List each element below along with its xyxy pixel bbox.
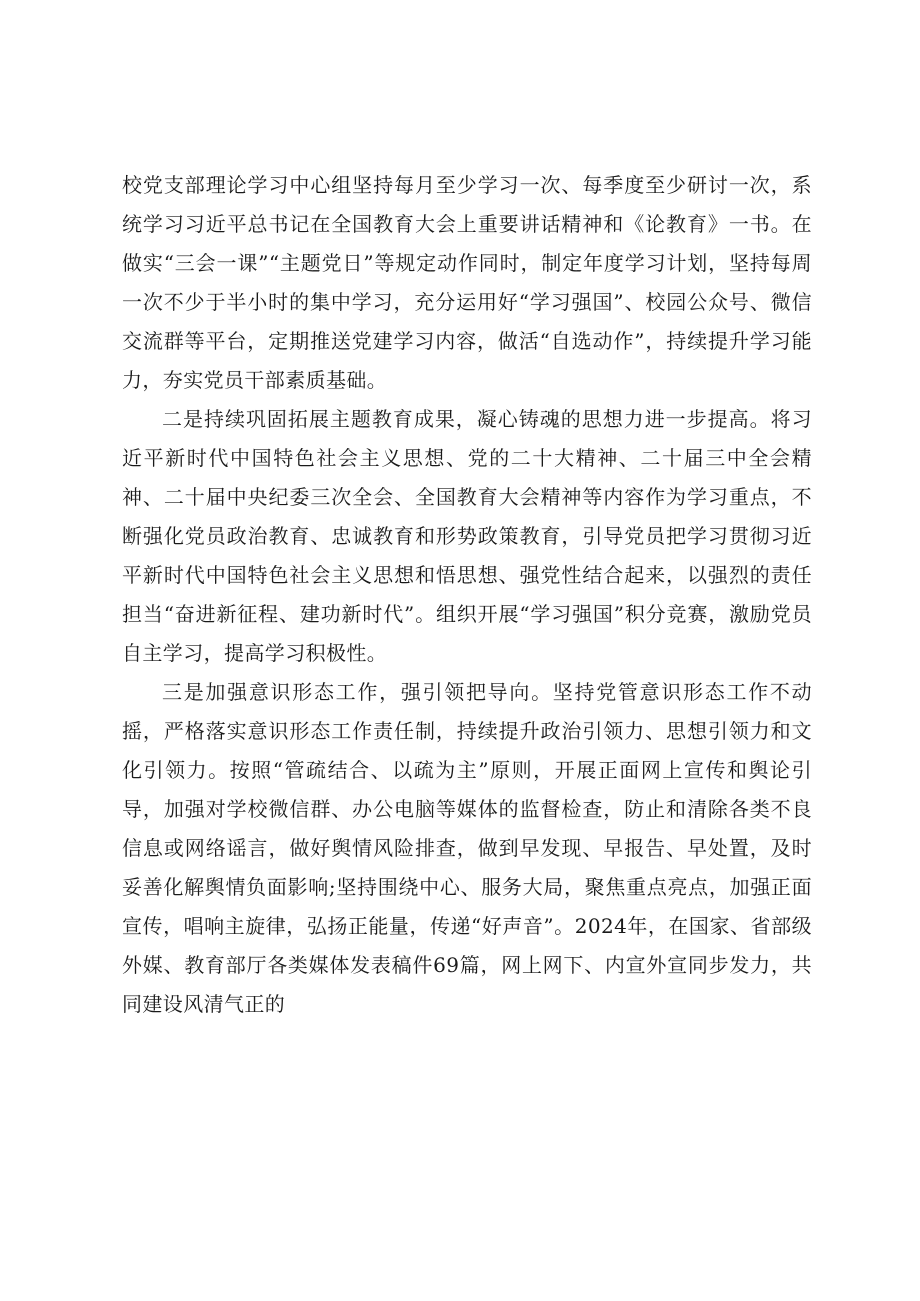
- paragraph-study-group: 校党支部理论学习中心组坚持每月至少学习一次、每季度至少研讨一次，系统学习习近平总书记在全国教育大会上重要讲话精神和《论教育》一书。在做实“三会一课”“主题党日”等规定动作同时，制定年度学习计划，坚持每周一次不少于半小时的集中学习，充分运用好“学习强国”、校园公众号、微信交流群等平台，定期推送党建学习内容，做活“自选动作”，持续提升学习能力，夯实党员干部素质基础。: [122, 173, 812, 392]
- document-body: [122, 166, 812, 1024]
- paragraph-ideology-work: 三是加强意识形态工作，强引领把导向。坚持党管意识形态工作不动摇，严格落实意识形态工作责任制，持续提升政治引领力、思想引领力和文化引领力。按照“管疏结合、以疏为主”原则，开展正面网上宣传和舆论引导，加强对学校微信群、办公电脑等媒体的监督检查，防止和清除各类不良信息或网络谣言，做好舆情风险排查，做到早发现、早报告、早处置，及时妥善化解舆情负面影响;坚持围绕中心、服务大局，聚焦重点亮点，加强正面宣传，唱响主旋律，弘扬正能量，传递“好声音”。2024年，在国家、省部级外媒、教育部厅各类媒体发表稿件69篇，网上网下、内宣外宣同步发力，共同建设风清气正的: [122, 680, 812, 1016]
- paragraph-theme-education: 二是持续巩固拓展主题教育成果，凝心铸魂的思想力进一步提高。将习近平新时代中国特色社会主义思想、党的二十大精神、二十届三中全会精神、二十届中央纪委三次全会、全国教育大会精神等内容作为学习重点，不断强化党员政治教育、忠诚教育和形势政策教育，引导党员把学习贯彻习近平新时代中国特色社会主义思想和悟思想、强党性结合起来，以强烈的责任担当“奋进新征程、建功新时代”。组织开展“学习强国”积分竞赛，激励党员自主学习，提高学习积极性。: [122, 407, 812, 665]
